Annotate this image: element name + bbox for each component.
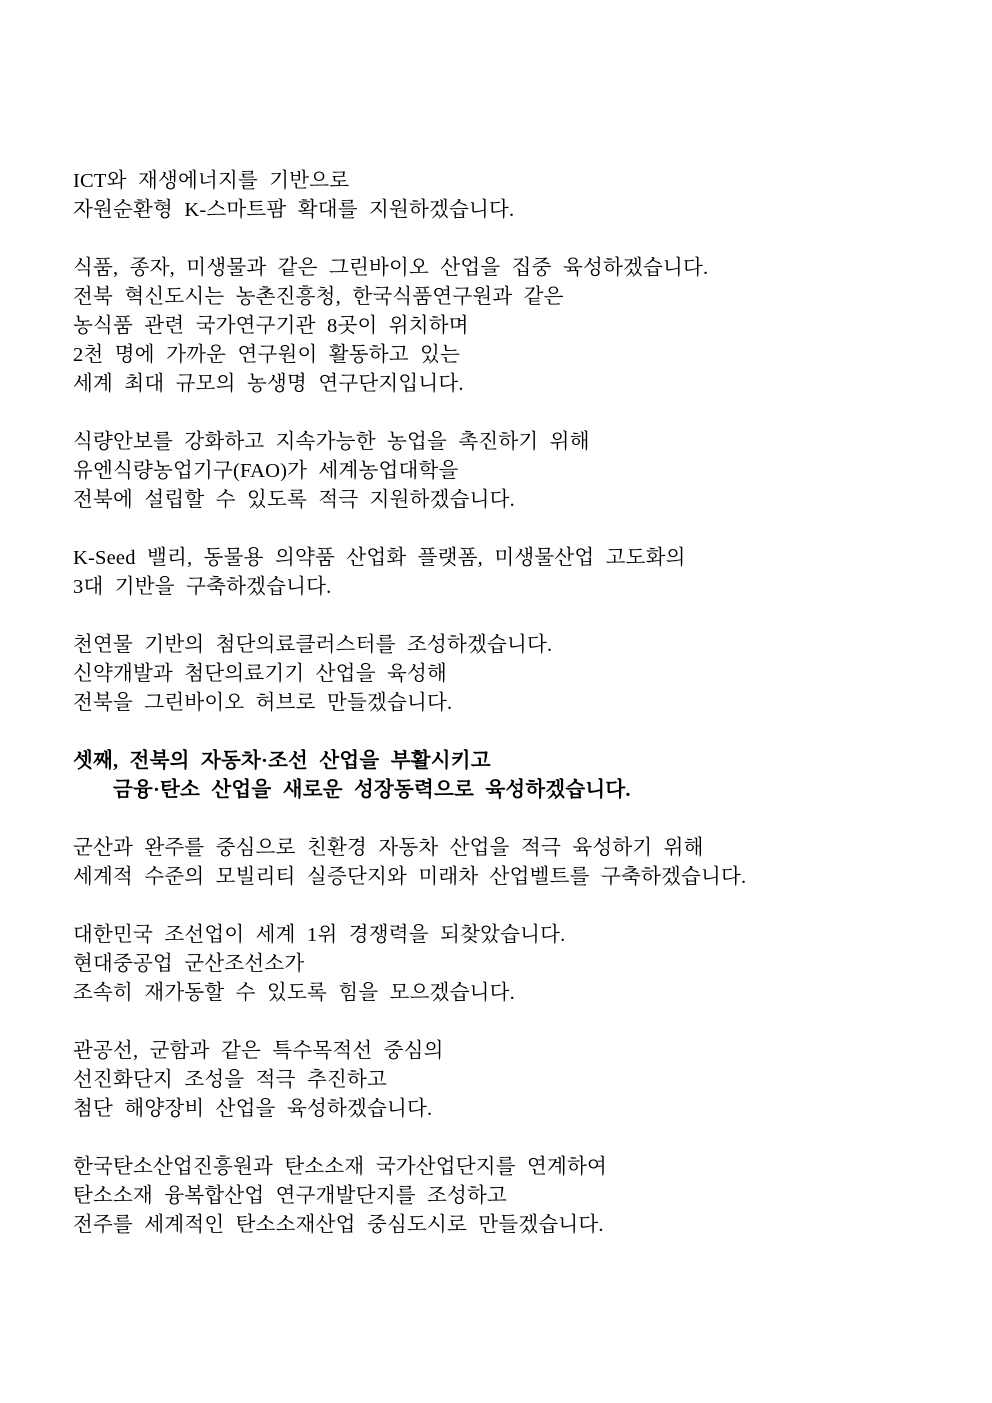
body-paragraph [73, 834, 932, 892]
text-line: 현대중공업 군산조선소가 [73, 953, 305, 975]
text-line: ICT와 재생에너지를 기반으로 [73, 170, 350, 192]
body-paragraph [73, 1037, 932, 1124]
document-body [73, 167, 932, 1240]
text-line: 자원순환형 K-스마트팜 확대를 지원하겠습니다. [73, 199, 515, 221]
text-line: 천연물 기반의 첨단의료클러스터를 조성하겠습니다. [73, 634, 553, 656]
body-paragraph [73, 254, 932, 399]
body-paragraph [73, 631, 932, 718]
text-line: 유엔식량농업기구(FAO)가 세계농업대학을 [73, 460, 459, 482]
text-line: 관공선, 군함과 같은 특수목적선 중심의 [73, 1040, 444, 1062]
body-paragraph [73, 921, 932, 1008]
text-line: 식품, 종자, 미생물과 같은 그린바이오 산업을 집중 육성하겠습니다. [73, 257, 709, 279]
text-line: 전주를 세계적인 탄소소재산업 중심도시로 만들겠습니다. [73, 1214, 604, 1236]
body-paragraph [73, 1153, 932, 1240]
text-line: 대한민국 조선업이 세계 1위 경쟁력을 되찾았습니다. [73, 924, 566, 946]
body-paragraph [73, 167, 932, 225]
heading-paragraph [73, 747, 932, 805]
heading-line: 셋째, 전북의 자동차·조선 산업을 부활시키고 [73, 750, 491, 772]
text-line: 탄소소재 융복합산업 연구개발단지를 조성하고 [73, 1185, 508, 1207]
heading-line: 금융·탄소 산업을 새로운 성장동력으로 육성하겠습니다. [113, 779, 631, 801]
text-line: 전북 혁신도시는 농촌진흥청, 한국식품연구원과 같은 [73, 286, 564, 308]
text-line: 한국탄소산업진흥원과 탄소소재 국가산업단지를 연계하여 [73, 1156, 608, 1178]
text-line: 세계 최대 규모의 농생명 연구단지입니다. [73, 373, 464, 395]
text-line: 전북에 설립할 수 있도록 적극 지원하겠습니다. [73, 489, 516, 511]
text-line: 선진화단지 조성을 적극 추진하고 [73, 1069, 388, 1091]
text-line: 식량안보를 강화하고 지속가능한 농업을 촉진하기 위해 [73, 431, 590, 453]
text-line: 전북을 그린바이오 허브로 만들겠습니다. [73, 692, 453, 714]
text-line: 2천 명에 가까운 연구원이 활동하고 있는 [73, 344, 461, 366]
text-line: 신약개발과 첨단의료기기 산업을 육성해 [73, 663, 448, 685]
text-line: 첨단 해양장비 산업을 육성하겠습니다. [73, 1098, 433, 1120]
text-line: 군산과 완주를 중심으로 친환경 자동차 산업을 적극 육성하기 위해 [73, 837, 704, 859]
text-line: 농식품 관련 국가연구기관 8곳이 위치하며 [73, 315, 469, 337]
body-paragraph [73, 428, 932, 515]
text-line: K-Seed 밸리, 동물용 의약품 산업화 플랫폼, 미생물산업 고도화의 [73, 547, 686, 569]
text-line: 세계적 수준의 모빌리티 실증단지와 미래차 산업벨트를 구축하겠습니다. [73, 866, 747, 888]
text-line: 3대 기반을 구축하겠습니다. [73, 576, 332, 598]
body-paragraph [73, 544, 932, 602]
text-line: 조속히 재가동할 수 있도록 힘을 모으겠습니다. [73, 982, 516, 1004]
